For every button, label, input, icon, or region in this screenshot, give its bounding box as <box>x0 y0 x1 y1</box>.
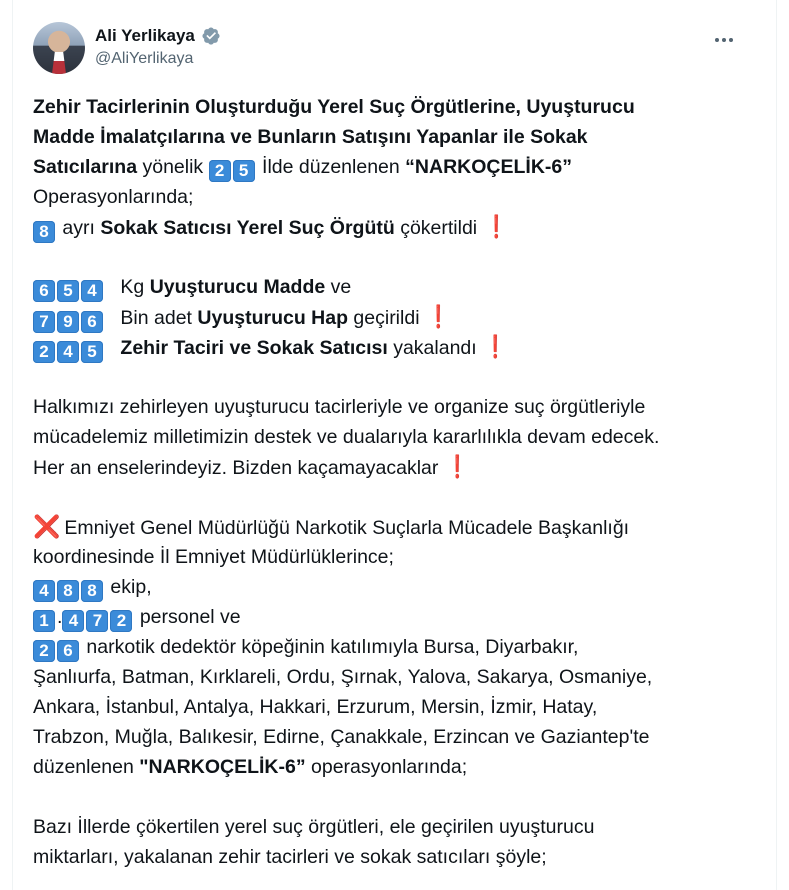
text-line: Operasyonlarında; <box>33 186 194 208</box>
author-name[interactable]: Ali Yerlikaya <box>95 26 195 45</box>
keycap-2-icon: 2 <box>209 160 231 182</box>
keycap-2-icon: 2 <box>110 610 132 632</box>
text-line: koordinesinde İl Emniyet Müdürlüklerince; <box>33 546 394 568</box>
team-line: 4 8 8 ekip, <box>33 572 753 602</box>
text-line: miktarları, yakalanan zehir tacirleri ve sokak satıcıları şöyle; <box>33 846 547 868</box>
keycap-4-icon: 4 <box>62 610 84 632</box>
keycap-1-icon: 1 <box>33 610 55 632</box>
author-handle[interactable]: @AliYerlikaya <box>95 50 194 67</box>
keycap-4-icon: 4 <box>33 580 55 602</box>
exclamation-icon: ❗ <box>428 304 449 329</box>
author-name-row <box>95 26 221 46</box>
text-line: mücadelemiz milletimizin destek ve dualarıyla kararlılıkla devam edecek. <box>33 426 660 448</box>
keycap-7-icon: 7 <box>86 610 108 632</box>
personnel-line: 1 . 4 7 2 personel ve <box>33 602 753 632</box>
text-line: düzenlenen "NARKOÇELİK-6” operasyonlarında; <box>33 756 468 778</box>
cross-mark-icon: ❌ <box>33 514 61 539</box>
keycap-6-icon: 6 <box>81 311 103 333</box>
text-line: 8 ayrı Sokak Satıcısı Yerel Suç Örgütü çökertildi ❗ <box>33 212 753 242</box>
text-line: ❌ Emniyet Genel Müdürlüğü Narkotik Suçlarla Mücadele Başkanlığı <box>33 512 753 542</box>
tweet-header <box>33 22 756 78</box>
verified-badge-icon <box>201 26 221 46</box>
keycap-8-icon: 8 <box>81 580 103 602</box>
stat-line-arrests: 2 4 5 Zehir Taciri ve Sokak Satıcısı yakalandı ❗ <box>33 332 753 362</box>
text-line: Satıcılarına yönelik 2 5 İlde düzenlenen “NARKOÇELİK-6” <box>33 156 572 180</box>
keycap-2-icon: 2 <box>33 640 55 662</box>
keycap-4-icon: 4 <box>81 280 103 302</box>
keycap-5-icon: 5 <box>57 280 79 302</box>
keycap-5-icon: 5 <box>233 160 255 182</box>
exclamation-icon: ❗ <box>447 454 468 479</box>
text-line: Şanlıurfa, Batman, Kırklareli, Ordu, Şırnak, Yalova, Sakarya, Osmaniye, <box>33 666 653 688</box>
dogs-line: 2 6 narkotik dedektör köpeğinin katılımıyla Bursa, Diyarbakır, <box>33 632 753 662</box>
keycap-6-icon: 6 <box>33 280 55 302</box>
exclamation-icon: ❗ <box>485 214 507 239</box>
text-line: Zehir Tacirlerinin Oluşturduğu Yerel Suç Örgütlerine, Uyuşturucu <box>33 96 635 118</box>
keycap-8-icon: 8 <box>33 221 55 243</box>
keycap-8-icon: 8 <box>57 580 79 602</box>
text-line: Her an enselerindeyiz. Bizden kaçamayacaklar ❗ <box>33 452 753 482</box>
keycap-7-icon: 7 <box>33 311 55 333</box>
tweet-card <box>12 0 777 890</box>
exclamation-icon: ❗ <box>485 334 507 359</box>
tweet-text <box>33 92 753 872</box>
keycap-2-icon: 2 <box>33 341 55 363</box>
keycap-6-icon: 6 <box>57 640 79 662</box>
text-line: Ankara, İstanbul, Antalya, Hakkari, Erzurum, Mersin, İzmir, Hatay, <box>33 696 598 718</box>
more-options-icon[interactable] <box>710 26 738 54</box>
text-line: Trabzon, Muğla, Balıkesir, Edirne, Çanakkale, Erzincan ve Gaziantep'te <box>33 726 650 748</box>
text-line: Bazı İllerde çökertilen yerel suç örgütleri, ele geçirilen uyuşturucu <box>33 816 595 838</box>
keycap-5-icon: 5 <box>81 341 103 363</box>
text-line: Halkımızı zehirleyen uyuşturucu tacirleriyle ve organize suç örgütleriyle <box>33 396 646 418</box>
stat-line-drugs: 6 5 4 Kg Uyuşturucu Madde ve <box>33 272 753 302</box>
stat-line-pills: 7 9 6 Bin adet Uyuşturucu Hap geçirildi ❗ <box>33 302 753 332</box>
keycap-4-icon: 4 <box>57 341 79 363</box>
avatar[interactable] <box>33 22 85 74</box>
keycap-9-icon: 9 <box>57 311 79 333</box>
text-line: Madde İmalatçılarına ve Bunların Satışını Yapanlar ile Sokak <box>33 126 588 148</box>
